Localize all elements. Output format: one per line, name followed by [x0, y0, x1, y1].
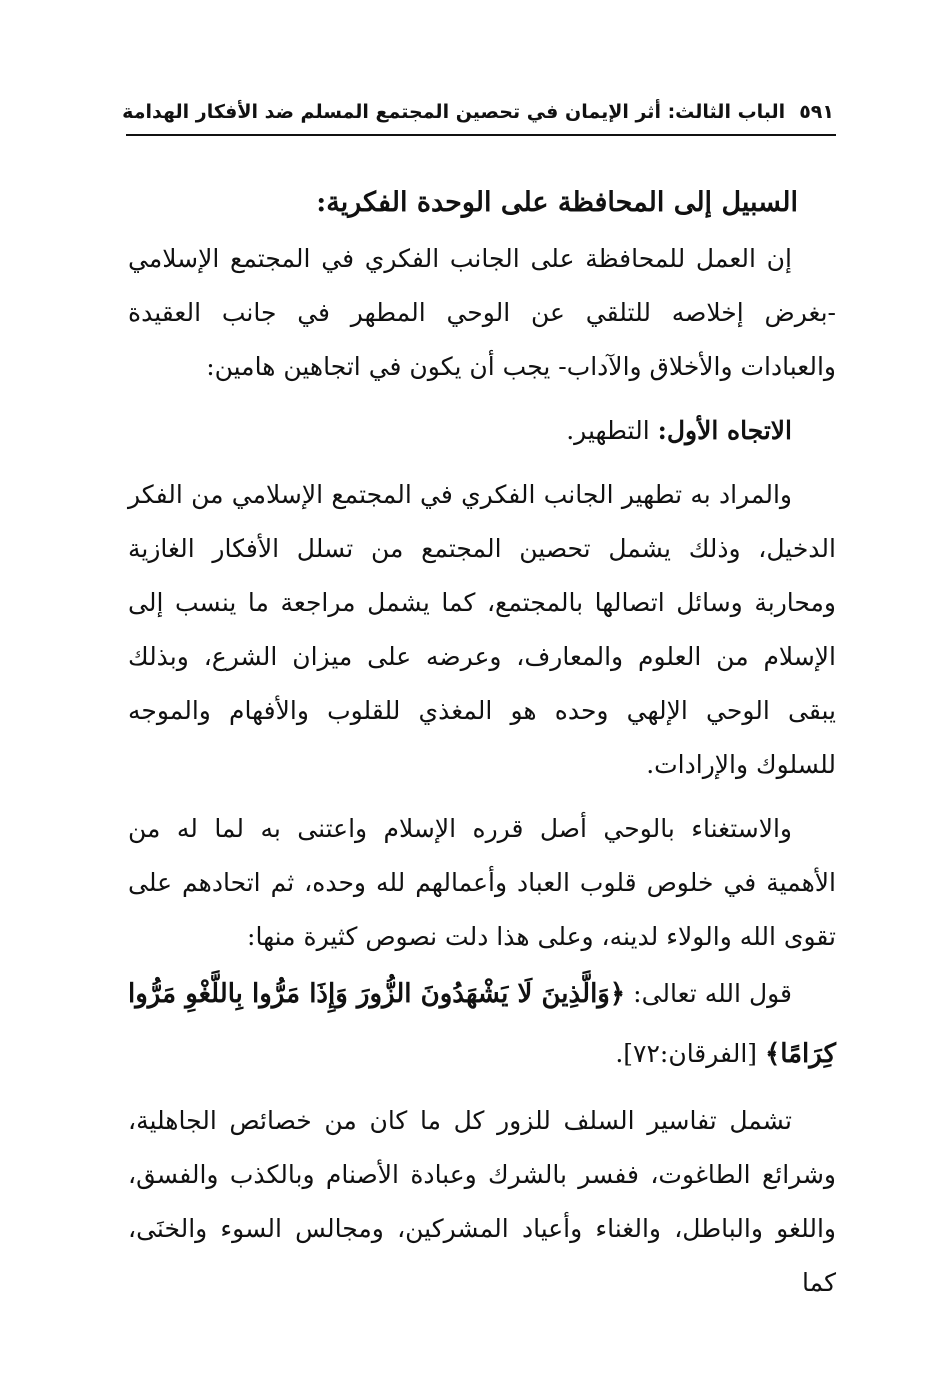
quran-verse: ﴿وَالَّذِينَ لَا يَشْهَدُونَ الزُّورَ وَإِذَا مَرُّوا بِاللَّغْوِ مَرُّوا كِرَامًا﴾ [128, 979, 836, 1069]
quran-verse-paragraph [128, 964, 836, 1084]
paragraph-1: إن العمل للمحافظة على الجانب الفكري في المجتمع الإسلامي -بغرض إخلاصه للتلقي عن الوحي المطهر في جانب العقيدة والعبادات والأخلاق والآداب- يجب أن يكون في اتجاهين هامين: [128, 244, 836, 381]
direction-one [128, 404, 836, 458]
paragraph-4: تشمل تفاسير السلف للزور كل ما كان من خصائص الجاهلية، وشرائع الطاغوت، ففسر بالشرك وعبادة الأصنام وبالكذب والفسق، واللغو والباطل، والغناء وأعياد المشركين، ومجالس السوء والخنَى، كما [128, 1106, 836, 1297]
verse-reference: [الفرقان:٧٢]. [615, 1039, 758, 1068]
page-body [128, 176, 836, 1310]
direction-one-label: الاتجاه الأول: [657, 416, 792, 445]
section-heading: السبيل إلى المحافظة على الوحدة الفكرية: [316, 187, 798, 218]
paragraph-2: والمراد به تطهير الجانب الفكري في المجتمع الإسلامي من الفكر الدخيل، وذلك يشمل تحصين المجتمع من تسلل الأفكار الغازية ومحاربة وسائل اتصالها بالمجتمع، كما يشمل مراجعة ما ينسب إلى الإسلام من العلوم والمعارف، وعرضه على ميزان الشرع، وبذلك يبقى الوحي الإلهي وحده هو المغذي للقلوب والأفهام والموجه للسلوك والإرادات. [128, 480, 836, 779]
running-header [122, 92, 834, 132]
verse-intro: قول الله تعالى: [633, 979, 792, 1008]
page-number: ٥٩١ [799, 101, 834, 123]
paragraph-3: والاستغناء بالوحي أصل قرره الإسلام واعتنى به لما له من الأهمية في خلوص قلوب العباد وأعمالهم لله وحده، ثم اتحادهم على تقوى الله والولاء لدينه، وعلى هذا دلت نصوص كثيرة منها: [128, 814, 836, 951]
direction-one-text: التطهير. [566, 416, 650, 445]
running-header-title: الباب الثالث: أثر الإيمان في تحصين المجتمع المسلم ضد الأفكار الهدامة [122, 101, 786, 123]
header-rule [126, 134, 836, 136]
